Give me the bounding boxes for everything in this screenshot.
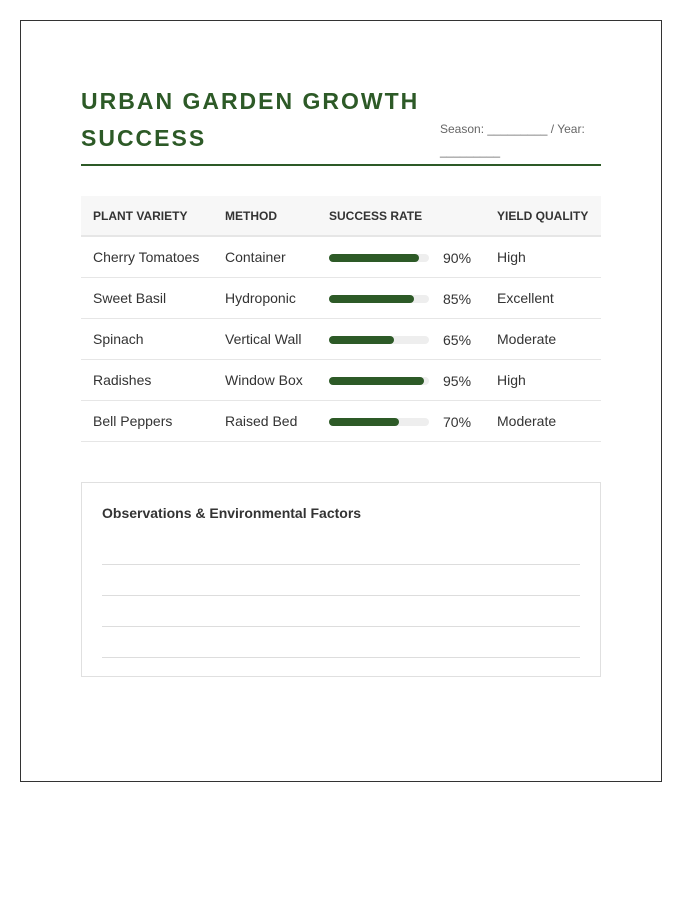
plant-name: Radishes xyxy=(81,360,213,401)
observations-title: Observations & Environmental Factors xyxy=(102,505,362,521)
success-bar xyxy=(329,254,429,262)
col-method: METHOD xyxy=(213,196,317,236)
success-bar-fill xyxy=(329,336,394,344)
success-bar-fill xyxy=(329,418,399,426)
table-row xyxy=(81,360,601,401)
success-rate: 70% xyxy=(443,413,472,430)
season-year-field: Season: _________ / Year: _________ xyxy=(440,122,585,158)
plant-name: Spinach xyxy=(81,319,213,360)
plant-name: Cherry Tomatoes xyxy=(81,236,213,278)
plant-name: Bell Peppers xyxy=(81,401,213,442)
col-plant: PLANT VARIETY xyxy=(81,196,213,236)
success-bar xyxy=(329,418,429,426)
col-rate: SUCCESS RATE xyxy=(317,196,485,236)
success-rate: 95% xyxy=(443,372,472,389)
observations-box xyxy=(81,482,601,677)
yield-quality: High xyxy=(485,360,601,401)
page-title: URBAN GARDEN GROWTH SUCCESS xyxy=(81,88,420,151)
writing-line xyxy=(102,521,580,565)
table-row xyxy=(81,401,601,442)
writing-line xyxy=(102,596,580,627)
method: Container xyxy=(213,236,317,278)
success-bar-fill xyxy=(329,377,424,385)
document-page xyxy=(20,20,662,782)
success-bar xyxy=(329,377,429,385)
method: Hydroponic xyxy=(213,278,317,319)
table-row xyxy=(81,278,601,319)
success-bar-fill xyxy=(329,295,414,303)
yield-quality: Moderate xyxy=(485,319,601,360)
success-rate: 85% xyxy=(443,290,472,307)
success-rate: 90% xyxy=(443,249,472,266)
success-bar xyxy=(329,295,429,303)
growth-table xyxy=(81,196,601,442)
writing-line xyxy=(102,565,580,596)
table-row xyxy=(81,319,601,360)
method: Vertical Wall xyxy=(213,319,317,360)
success-rate: 65% xyxy=(443,331,472,348)
header xyxy=(81,81,601,166)
success-bar xyxy=(329,336,429,344)
success-bar-fill xyxy=(329,254,419,262)
plant-name: Sweet Basil xyxy=(81,278,213,319)
yield-quality: High xyxy=(485,236,601,278)
yield-quality: Excellent xyxy=(485,278,601,319)
method: Raised Bed xyxy=(213,401,317,442)
yield-quality: Moderate xyxy=(485,401,601,442)
table-row xyxy=(81,236,601,278)
col-quality: YIELD QUALITY xyxy=(485,196,601,236)
method: Window Box xyxy=(213,360,317,401)
writing-line xyxy=(102,627,580,658)
